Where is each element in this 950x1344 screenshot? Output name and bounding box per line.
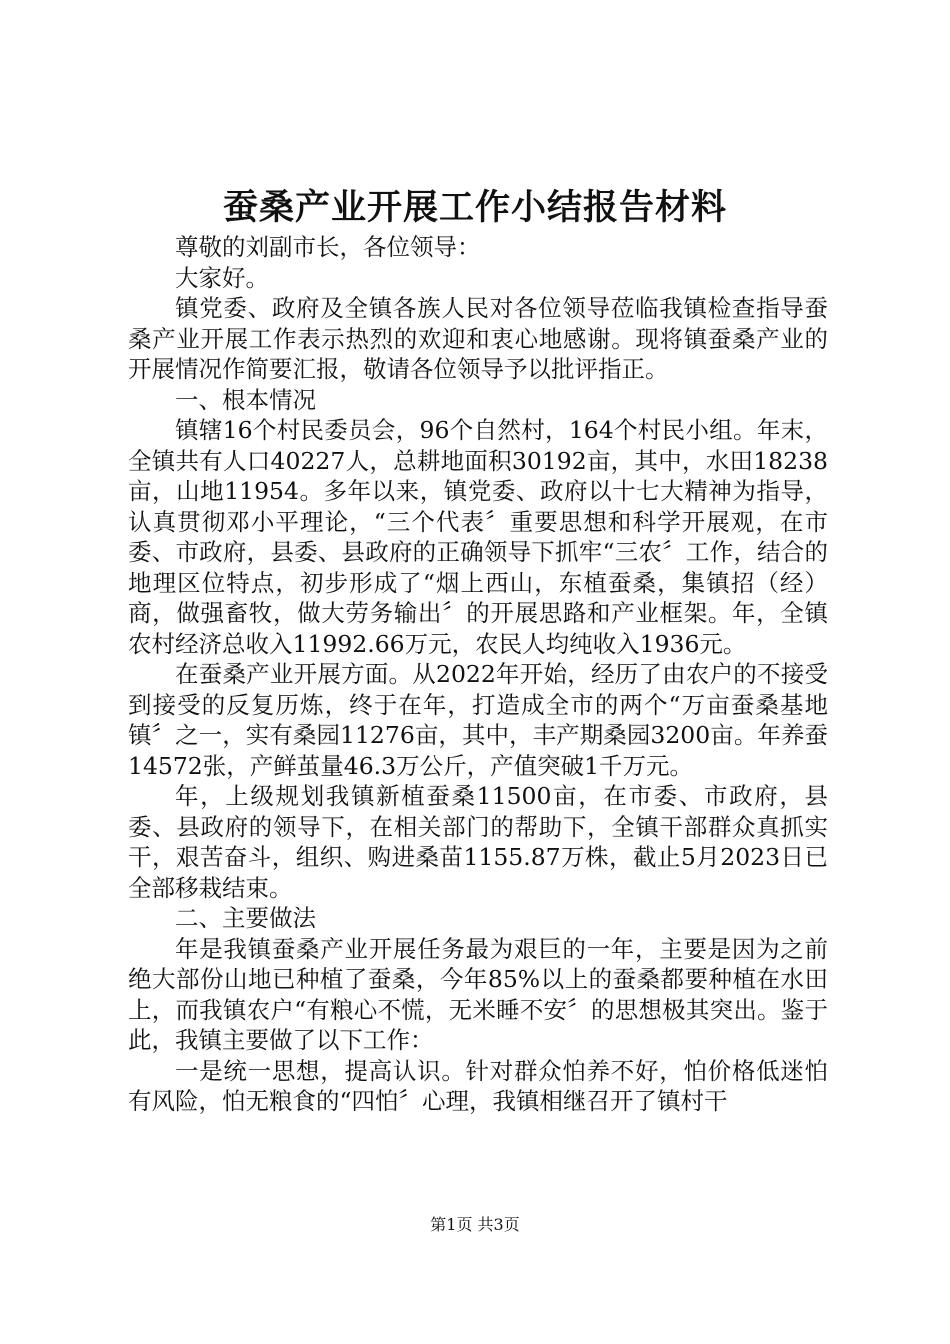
section-heading-basic-situation: 一、根本情况 <box>175 385 316 414</box>
paragraph-town-overview: 镇辖16个村民委员会，96个自然村，164个村民小组。年末，全镇共有人口40227人，总耕地面积30192亩，其中，水田18238亩，山地11954。多年以来，镇党委、政府以十七大精神为指导，认真贯彻邓小平理论，“三个代表〞重要思想和科学开展观，在市委、市政府，县委、县政府的正确领导下抓牢“三农〞工作，结合的地理区位特点，初步形成了“烟上西山，东植蚕桑，集镇招（经）商，做强畜牧，做大劳务输出〞的开展思路和产业框架。年，全镇农村经济总收入11992.66万元，农民人均纯收入1936元。 <box>128 416 828 658</box>
section-heading-main-practices: 二、主要做法 <box>175 904 316 932</box>
paragraph-planting-plan: 年，上级规划我镇新植蚕桑11500亩，在市委、市政府，县委、县政府的领导下，在相关部门的帮助下，全镇干部群众真抓实干，艰苦奋斗，组织、购进桑苗1155.87万株，截止5月2023日已全部移栽结束。 <box>128 782 828 902</box>
intro-paragraph: 镇党委、政府及全镇各族人民对各位领导莅临我镇检查指导蚕桑产业开展工作表示热烈的欢迎和衷心地感谢。现将镇蚕桑产业的开展情况作简要汇报，敬请各位领导予以批评指正。 <box>128 294 828 383</box>
document-title: 蚕桑产业开展工作小结报告材料 <box>222 187 727 228</box>
page-number-footer: 第1页 共3页 <box>430 1215 520 1234</box>
paragraph-first-measure: 一是统一思想，提高认识。针对群众怕养不好，怕价格低迷怕有风险，怕无粮食的“四怕〞心理，我镇相继召开了镇村干 <box>128 1056 828 1115</box>
paragraph-sericulture-development: 在蚕桑产业开展方面。从2022年开始，经历了由农户的不接受到接受的反复历炼，终于在年，打造成全市的两个“万亩蚕桑基地镇〞之一，实有桑园11276亩，其中，丰产期桑园3200亩。年养蚕14572张，产鲜茧量46.3万公斤，产值突破1千万元。 <box>128 660 828 780</box>
salutation: 尊敬的刘副市长，各位领导： <box>175 233 481 261</box>
greeting: 大家好。 <box>175 263 269 292</box>
document-body <box>128 232 828 1117</box>
paragraph-challenges: 年是我镇蚕桑产业开展任务最为艰巨的一年，主要是因为之前绝大部份山地已种植了蚕桑，今年85%以上的蚕桑都要种植在水田上，而我镇农户“有粮心不慌，无米睡不安〞的思想极其突出。鉴于此，我镇主要做了以下工作： <box>128 934 828 1054</box>
